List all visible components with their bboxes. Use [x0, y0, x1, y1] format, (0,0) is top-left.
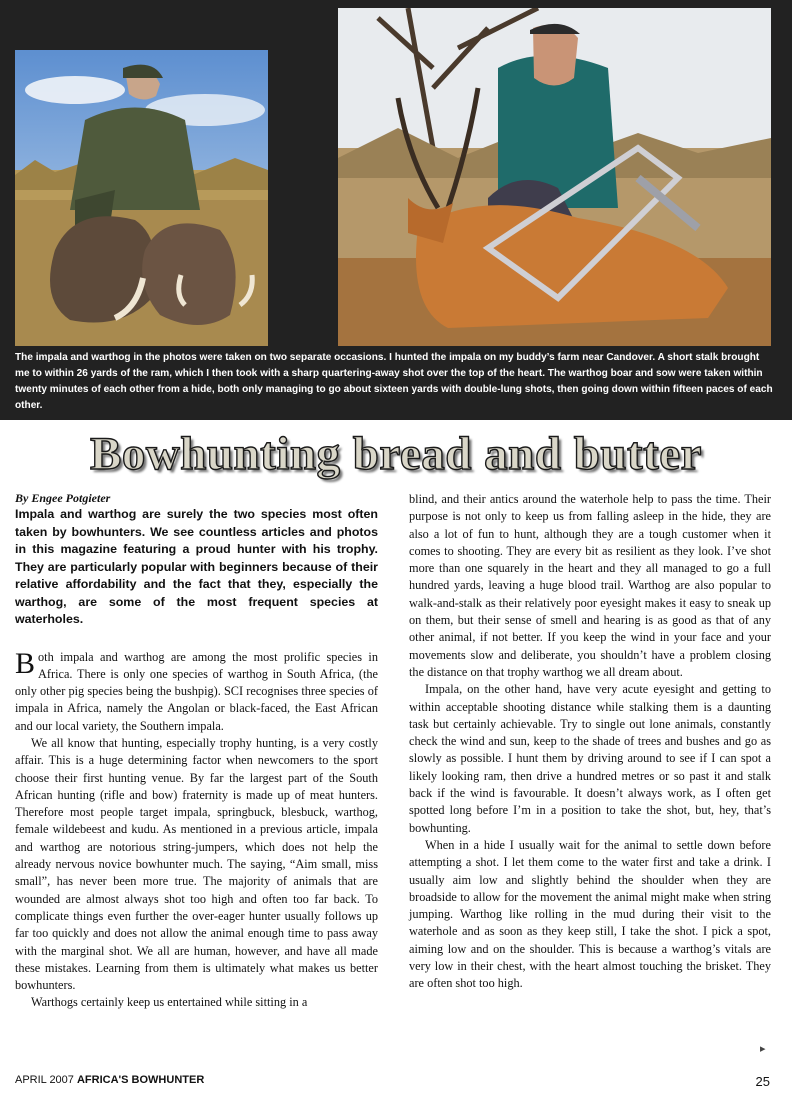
footer-issue [15, 1074, 204, 1086]
left-column [15, 491, 378, 1012]
paragraph-4: Impala, on the other hand, have very acute eyesight and getting to within acceptable shooting distance while stalking them is a daunting task but certainly achievable. Try to single out lone animals, constantly check the wind and sun, keep to the shade of trees and bushes and go as slowly as possible. I hunt them by driving around to see if I can spot a likely looking ram, then drive a hundred metres or so past it and stalk back if the wind is favourable. It doesn’t always work, as I often get spotted long before I’m in a position to take the shot, but, hey, that’s bowhunting. [409, 682, 771, 835]
right-column [409, 491, 771, 993]
impala-photo [338, 8, 771, 346]
page-number: 25 [755, 1074, 770, 1089]
paragraph-1 [15, 646, 378, 735]
drop-cap: B [15, 646, 36, 680]
footer-date: APRIL 2007 [15, 1074, 74, 1086]
paragraph-2: We all know that hunting, especially trophy hunting, is a very costly affair. This is a huge determining factor when newcomers to the sport choose their first hunting venue. By far the largest part of the South African hunting (rifle and bow) fraternity is made up of meat hunters. Therefore most people target impala, springbuck, blesbuck, warthog, female wildebeest and kudu. As mentioned in a previous article, impala and warthog are notorious string-jumpers, which does not help the already nervous novice bowhunter much. The saying, “Aim small, miss small”, has never been more true. The majority of animals that are wounded are almost always shot too high and often too far back. To complicate things even further the over-eager hunter usually follows up far too quickly and does not allow the animal enough time to pass away with the marginal shot. We all are human, however, and have all made these mistakes. Learning from them is ultimately what makes us better bowhunters. [15, 735, 378, 993]
end-mark-icon: ▸ [760, 1042, 766, 1055]
warthog-photo [15, 50, 268, 346]
footer-magazine: AFRICA'S BOWHUNTER [76, 1074, 205, 1086]
article-intro: Impala and warthog are surely the two species most often taken by bowhunters. We see countless articles and photos in this magazine featuring a proud hunter with his trophy. They are particularly popular with beginners because of their relative affordability and the fact that they, especially the warthog, are some of the most frequent species at waterholes. [15, 507, 378, 626]
paragraph-1-text: oth impala and warthog are among the most prolific species in Africa. There is only one species of warthog in South Africa, (the only other pig species being the bushpig). SCI recognises three species of impala in Africa, namely the Angolan or black-faced, the East African and our local variety, the Southern impala. [15, 649, 378, 733]
paragraph-3: Warthogs certainly keep us entertained while sitting in a [31, 995, 308, 1010]
photo-caption: The impala and warthog in the photos were taken on two separate occasions. I hunted the impala on my buddy’s farm near Candover. A short stalk brought me to within 26 yards of the ram, which I then took with a sharp quartering-away shot over the top of the heart. The warthog boar and sow were taken within twenty minutes of each other from a hide, both only managing to go about sixteen yards with double-lung shots, then going down within fifteen paces of each other. [15, 352, 773, 411]
article-headline: Bowhunting bread and butter [89, 428, 703, 480]
paragraph-3-continued: blind, and their antics around the waterhole help to pass the time. Their purpose is not only to keep us from falling asleep in the hide, they are also a lot of fun to hunt, although they are a tough customer when it comes to shooting. They are every bit as resilient as they look. I’ve shot more than one squarely in the heart and they all managed to go a full hundred yards, leaving a huge blood trail. Warthog are also popular to walk-and-stalk as their relatively poor eyesight makes it easy to sneak up on them, but their sense of smell and hearing is as good as that of any other animal, if not better. If you keep the wind in your face and your movements slow and deliberate, you shouldn’t have a problem closing the distance on that trophy warthog we all dream about. [409, 492, 771, 679]
byline: By Engee Potgieter [15, 491, 111, 505]
paragraph-5: When in a hide I usually wait for the animal to settle down before attempting a shot. I let them come to the water first and take a drink. I usually aim low and slightly behind the shoulder when they are broadside to allow for the movement the animal might make when string jumping. Warthog like rolling in the mud during their visit to the waterhole and as soon as they keep still, I take the shot. I pick a spot, aiming low and on the shoulder. This is because a warthog’s vitals are very low in their chest, with the heart almost touching the brisket. They are often shot too high. [409, 837, 771, 991]
photo-band [0, 0, 792, 420]
